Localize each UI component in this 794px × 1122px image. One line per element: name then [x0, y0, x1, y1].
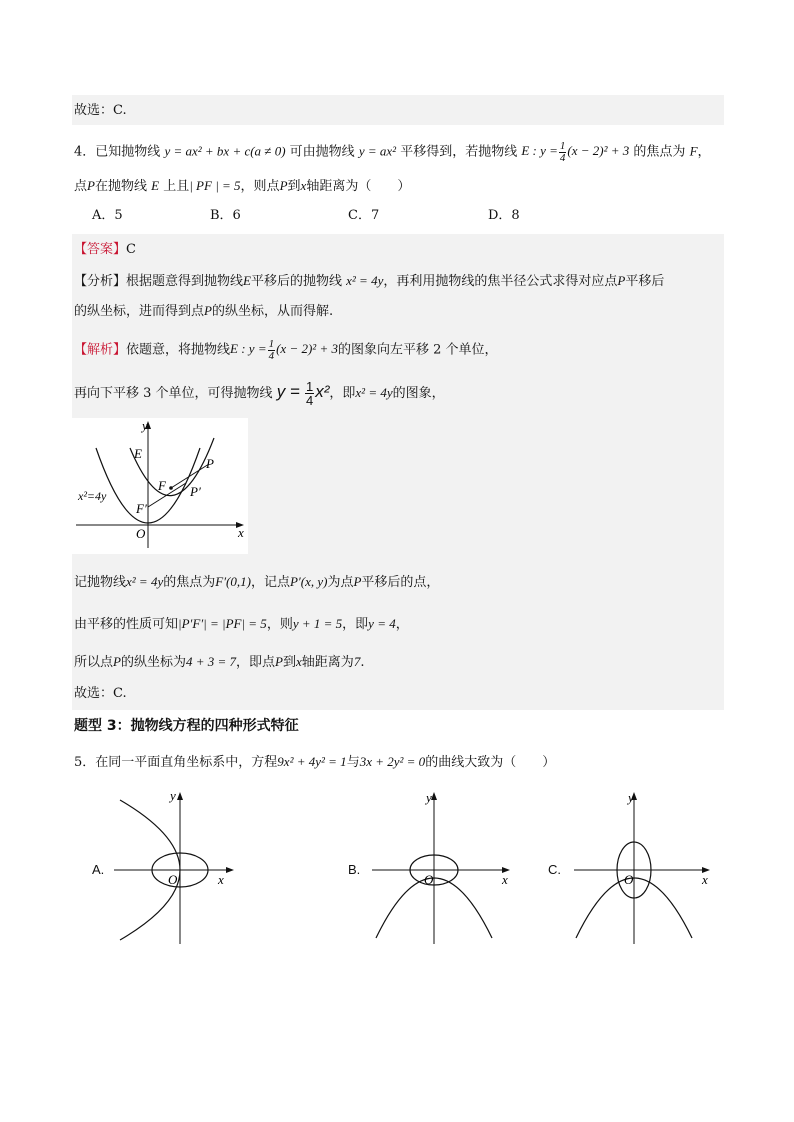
fig-curve-label: x²=4y [78, 489, 107, 503]
q4-eq-general: y = ax² + bx + c(a ≠ 0) [164, 143, 286, 159]
q4-option-b: B．6 [210, 208, 241, 223]
q3-final-answer: 故选：C. [74, 103, 127, 118]
svg-text:O: O [624, 872, 634, 887]
q5-number: 5． [74, 755, 96, 770]
svg-text:x: x [502, 872, 508, 887]
q4-solution-line1: 【解析】依题意，将抛物线E : y = $\frac{1}{4}$ (x − 2)² + 3的图象向左平移 2 个单位， [74, 338, 498, 362]
fig-F: F [158, 478, 166, 493]
q5-stem: 5．在同一平面直角坐标系中，方程9x² + 4y² = 1与3x + 2y² = 0的曲线大致为（ ） [74, 754, 556, 770]
fig-Fprime: F′ [136, 501, 147, 516]
svg-text:O: O [424, 872, 434, 887]
q4-answer: 【答案】C [74, 242, 136, 257]
svg-text:x: x [218, 872, 224, 887]
svg-text:x: x [702, 872, 708, 887]
fraction: $\frac{1}{4}$ [305, 379, 314, 408]
q4-figure [72, 418, 248, 554]
svg-text:y: y [628, 790, 634, 805]
fig-Pprime: P′ [190, 484, 201, 499]
q4-solution-line3: 记抛物线x² = 4y的焦点为F′(0,1)，记点P′(x, y)为点P平移后的点， [74, 574, 440, 590]
q4-condition: | PF | = 5 [189, 178, 241, 193]
svg-text:y: y [426, 790, 432, 805]
q4-solution-line2: 再向下平移 3 个单位，可得抛物线 y = $\frac{1}{4}$ x²，即x² = 4y的图象， [74, 379, 445, 408]
q4-analysis-line1: 【分析】根据题意得到抛物线E平移后的抛物线 x² = 4y，再利用抛物线的焦半径公式求得对应点P平移后 [74, 273, 665, 289]
q4-final-answer: 故选：C. [74, 686, 127, 701]
fig-x-label: x [238, 525, 244, 540]
svg-text:y: y [170, 788, 176, 803]
q5-label-a: A. [92, 862, 105, 877]
q4-option-c: C．7 [348, 208, 380, 223]
q5-eq1: 9x² + 4y² = 1 [277, 754, 347, 769]
q4-number: 4． [74, 144, 96, 160]
q5-label-c: C. [548, 862, 561, 877]
svg-text:O: O [168, 872, 178, 887]
q4-solution-line4: 由平移的性质可知|P′F′| = |PF| = 5，则y + 1 = 5，即y = 4， [74, 616, 409, 632]
q5-figure-c [570, 788, 720, 948]
q4-analysis-line2: 的纵坐标，进而得到点P的纵坐标，从而得解. [74, 303, 334, 319]
q4-stem-line2: 点P在抛物线 E 上且| PF | = 5，则点P到x轴距离为（ ） [74, 178, 411, 194]
fig-P: P [206, 456, 214, 471]
q4-option-d: D．8 [488, 208, 520, 223]
q5-label-b: B. [348, 862, 361, 877]
q4-stem-line1: 4．已知抛物线 y = ax² + bx + c(a ≠ 0) 可由抛物线 y = ax² 平移得到，若抛物线 E : y = $\frac{1}{4}$ (x − 2)² + 3 的焦点为 F， [74, 140, 711, 164]
fig-E: E [134, 446, 142, 461]
answer-tag: 【答案】 [74, 242, 127, 257]
analysis-tag: 【分析】 [74, 274, 127, 289]
fraction: $\frac{1}{4}$ [268, 338, 275, 362]
q4-solution-line5: 所以点P的纵坐标为4 + 3 = 7，即点P到x轴距离为7. [74, 654, 365, 670]
fig-origin: O [136, 526, 146, 541]
fig-y-label: y [142, 418, 148, 433]
q5-figure-a [110, 788, 240, 948]
q4-eq-E: E : y = $\frac{1}{4}$ (x − 2)² + 3 [521, 140, 630, 164]
q3-answer-block [72, 95, 724, 125]
q4-option-a: A．5 [92, 208, 123, 223]
q4-eq-basic: y = ax² [358, 143, 397, 159]
section-title: 题型 3：抛物线方程的四种形式特征 [74, 718, 299, 734]
fraction: $\frac{1}{4}$ [559, 140, 566, 164]
q5-eq2: 3x + 2y² = 0 [359, 754, 426, 769]
solution-tag: 【解析】 [74, 342, 127, 358]
q5-figure-b [368, 788, 518, 948]
